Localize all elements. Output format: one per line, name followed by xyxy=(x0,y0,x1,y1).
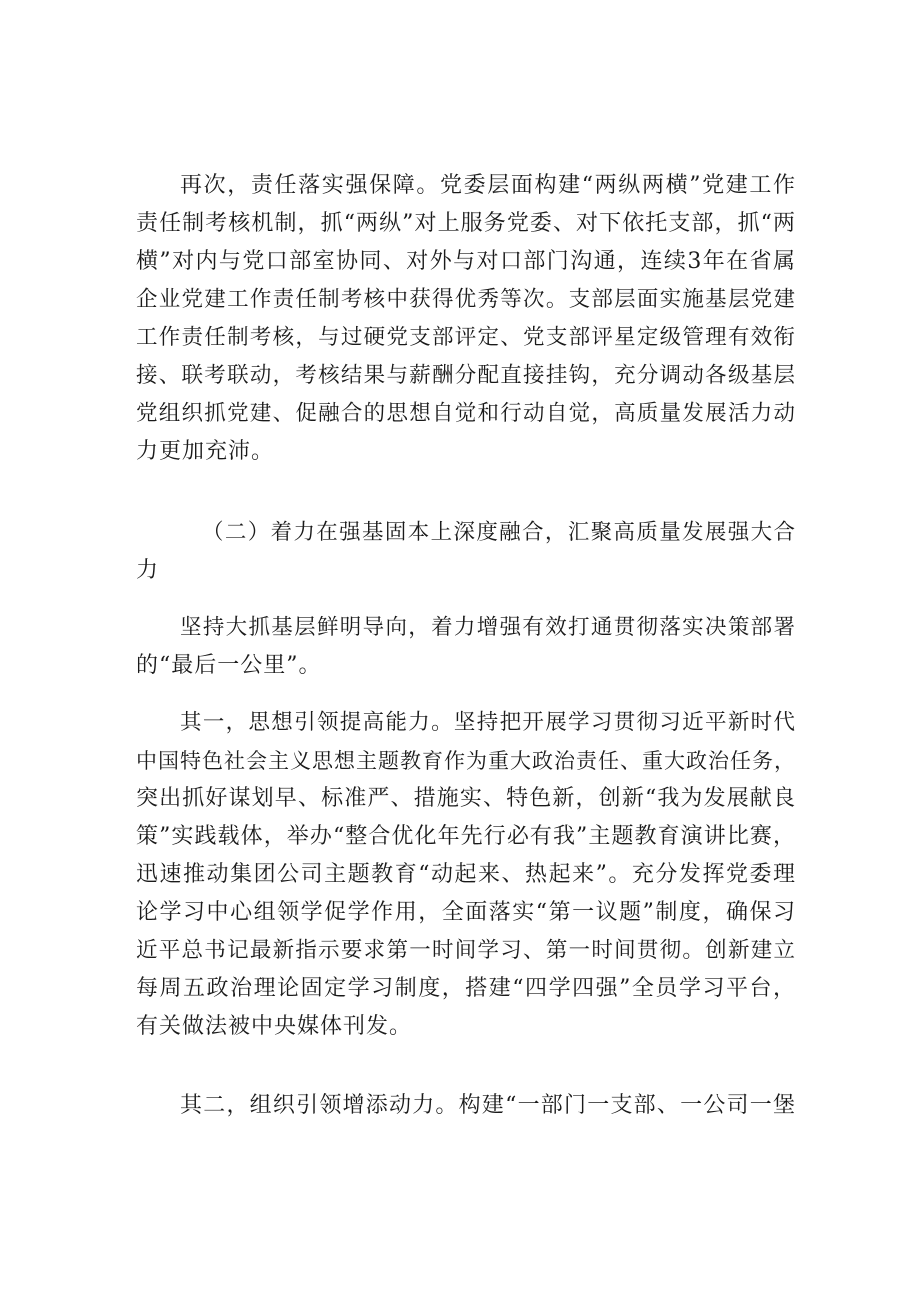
text-line: 再次，责任落实强保障。党委层面构建“两纵两横”党建工作 xyxy=(180,173,796,198)
text-line: 责任制考核机制，抓“两纵”对上服务党委、对下依托支部，抓“两 xyxy=(136,211,796,236)
text-line: 接、联考联动，考核结果与薪酬分配直接挂钩，充分调动各级基层 xyxy=(136,363,796,388)
text-line: 横”对内与党口部室协同、对外与对口部门沟通，连续3年在省属 xyxy=(136,249,796,274)
section-heading xyxy=(136,514,796,590)
heading-line: （二）着力在强基固本上深度融合，汇聚高质量发展强大合 xyxy=(202,520,796,545)
text-line: 其一，思想引领提高能力。坚持把开展学习贯彻习近平新时代 xyxy=(180,710,796,735)
text-line: 其二，组织引领增添动力。构建“一部门一支部、一公司一堡 xyxy=(180,1093,796,1118)
text-line: 的“最后一公里”。 xyxy=(136,653,322,678)
text-line: 中国特色社会主义思想主题教育作为重大政治责任、重大政治任务， xyxy=(136,749,796,773)
text-line: 论学习中心组领学促学作用，全面落实“第一议题”制度，确保习 xyxy=(136,900,796,925)
text-line: 有关做法被中央媒体刊发。 xyxy=(136,1014,413,1039)
text-line: 迅速推动集团公司主题教育“动起来、热起来”。充分发挥党委理 xyxy=(136,862,796,887)
paragraph-organization xyxy=(136,1087,796,1125)
heading-line: 力 xyxy=(136,558,160,583)
paragraph-grassroots xyxy=(136,609,796,685)
paragraph-ideology xyxy=(136,704,796,1046)
text-line: 党组织抓党建、促融合的思想自觉和行动自觉，高质量发展活力动 xyxy=(136,401,796,426)
text-line: 工作责任制考核，与过硬党支部评定、党支部评星定级管理有效衔 xyxy=(136,325,796,350)
text-line: 每周五政治理论固定学习制度，搭建“四学四强”全员学习平台， xyxy=(136,976,796,1001)
paragraph-responsibility xyxy=(136,167,796,471)
text-line: 策”实践载体，举办“整合优化年先行必有我”主题教育演讲比赛， xyxy=(136,824,796,849)
text-line: 力更加充沛。 xyxy=(136,439,275,464)
text-line: 突出抓好谋划早、标准严、措施实、特色新，创新“我为发展献良 xyxy=(136,786,796,811)
text-line: 近平总书记最新指示要求第一时间学习、第一时间贯彻。创新建立 xyxy=(136,938,796,963)
text-line: 坚持大抓基层鲜明导向，着力增强有效打通贯彻落实决策部署 xyxy=(180,615,796,640)
text-line: 企业党建工作责任制考核中获得优秀等次。支部层面实施基层党建 xyxy=(136,287,796,312)
